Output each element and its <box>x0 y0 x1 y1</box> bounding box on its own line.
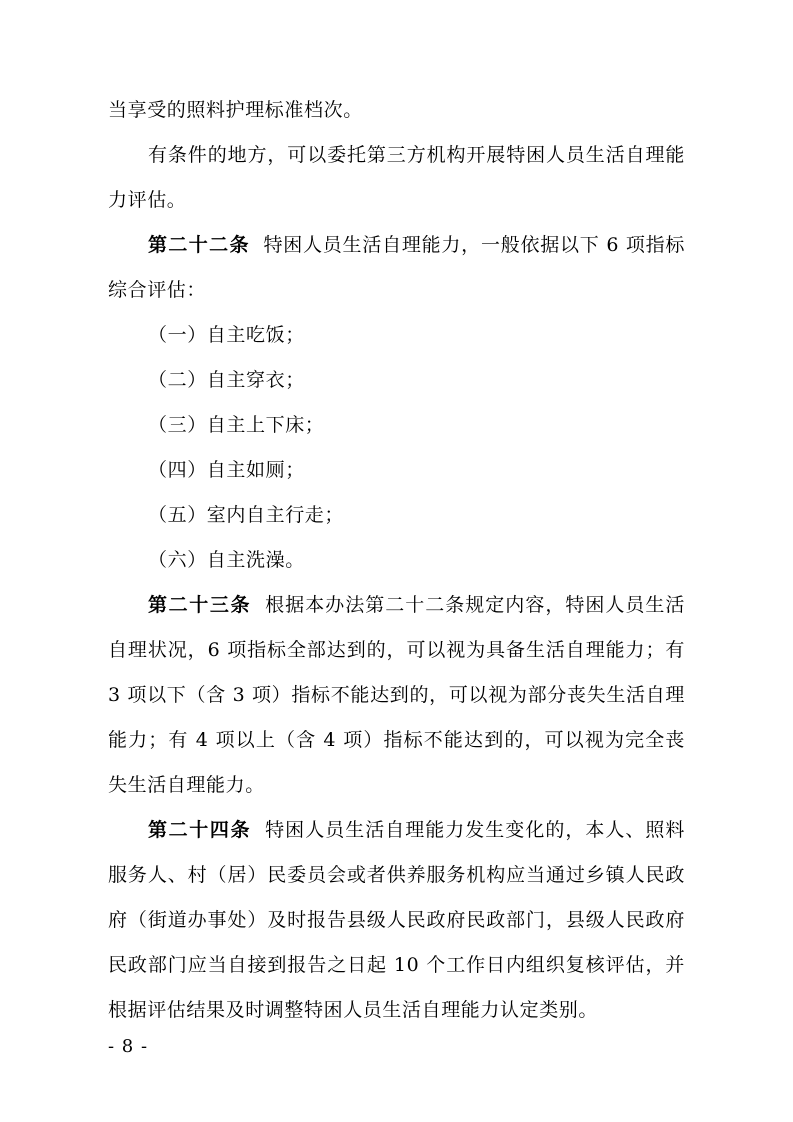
article-24 <box>108 808 685 1033</box>
paragraph-text: 当享受的照料护理标准档次。 <box>108 99 363 121</box>
paragraph-continuation <box>108 88 685 133</box>
list-item <box>108 493 685 538</box>
article-23 <box>108 583 685 808</box>
article-heading: 第二十四条 <box>148 819 252 841</box>
list-item <box>108 448 685 493</box>
paragraph-text: 有条件的地方，可以委托第三方机构开展特困人员生活自理能力评估。 <box>108 144 685 211</box>
list-item-text: （一）自主吃饭； <box>148 324 305 346</box>
paragraph-body <box>108 133 685 223</box>
list-item <box>108 313 685 358</box>
article-heading: 第二十三条 <box>148 594 252 616</box>
list-item-text: （四）自主如厕； <box>148 459 305 481</box>
list-item <box>108 358 685 403</box>
article-text: 特困人员生活自理能力发生变化的，本人、照料服务人、村（居）民委员会或者供养服务机构应当通过乡镇人民政府（街道办事处）及时报告县级人民政府民政部门，县级人民政府民政部门应当自接到报告之日起 10 个工作日内组织复核评估，并根据评估结果及时调整特困人员生活自理能力认定类别。 <box>108 819 685 1021</box>
document-body <box>108 88 685 1033</box>
article-22 <box>108 223 685 313</box>
article-text: 特困人员生活自理能力，一般依据以下 6 项指标综合评估： <box>108 234 686 301</box>
article-text: 根据本办法第二十二条规定内容，特困人员生活自理状况，6 项指标全部达到的，可以视为具备生活自理能力；有 3 项以下（含 3 项）指标不能达到的，可以视为部分丧失生活自理能力；有 4 项以上（含 4 项）指标不能达到的，可以视为完全丧失生活自理能力。 <box>108 594 685 796</box>
page-number: - 8 - <box>108 1036 149 1057</box>
list-item-text: （二）自主穿衣； <box>148 369 305 391</box>
list-item <box>108 403 685 448</box>
list-item-text: （五）室内自主行走； <box>148 504 345 526</box>
list-item-text: （六）自主洗澡。 <box>148 549 305 571</box>
list-item-text: （三）自主上下床； <box>148 414 325 436</box>
article-heading: 第二十二条 <box>148 234 250 256</box>
list-item <box>108 538 685 583</box>
